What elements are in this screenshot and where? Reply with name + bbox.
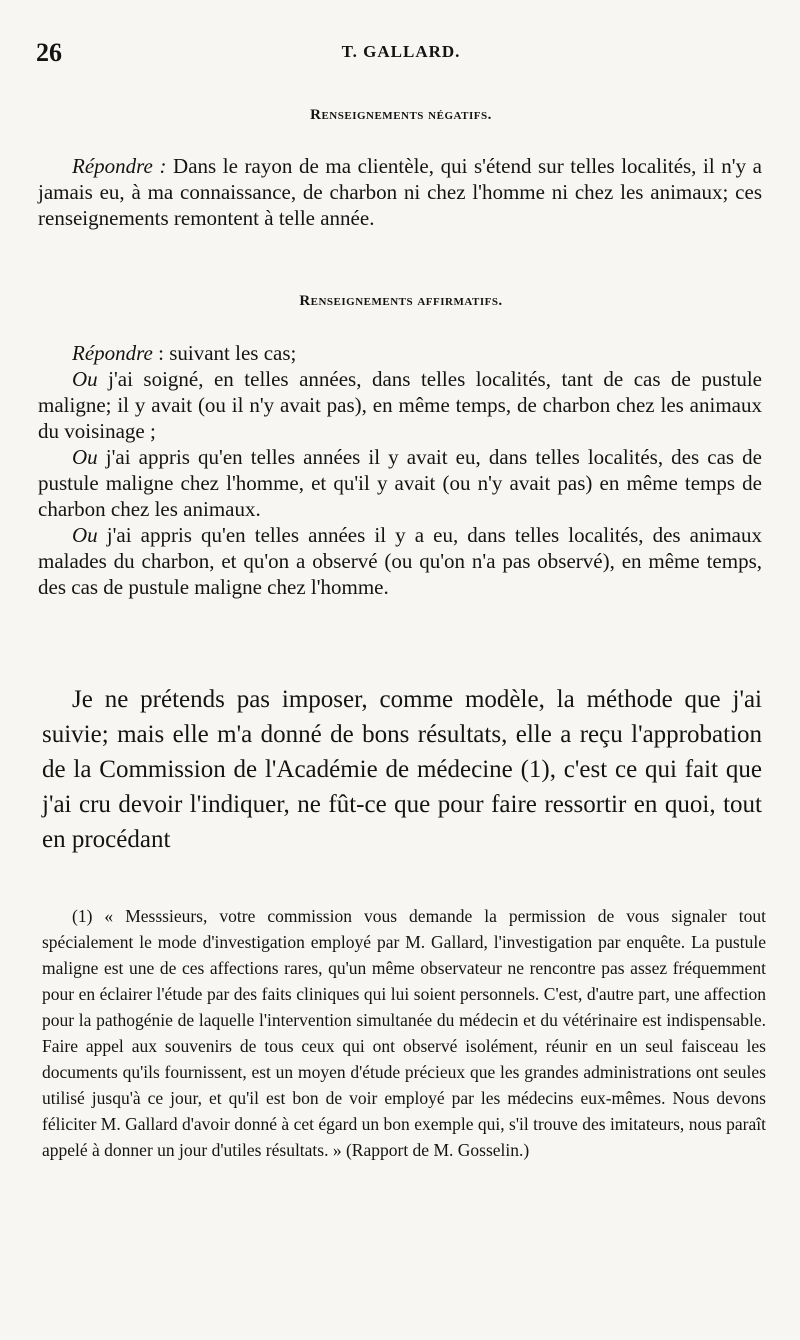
footnote-text: (1) « Messsieurs, votre commission vous demande la permission de vous signaler tout spécialement le mode d'investigation employé par M. Gallard, l'investigation par enquête. La pustule maligne est une de ces affections rares, qu'un même observateur ne rencontre pas assez fréquemment pour en éclairer l'étude par des faits cliniques qui lui soient personnels. C'est, d'autre part, une affection pour la pathogénie de laquelle l'intervention simultanée du médecin et du vétérinaire est indispensable. Faire appel aux souvenirs de tous ceux qui ont observé isolément, réunir en un seul faisceau les documents qu'ils fournissent, est un moyen d'étude précieux que les grandes administrations ont seules utilisé jusqu'à ce jour, et qu'il est bon de voir employé par les médecins eux-mêmes. Nous devons féliciter M. Gallard d'avoir donné à cet égard un bon exemple qui, s'il trouve des imitateurs, nous paraît appelé à donner un jour d'utiles résultats. » (Rapport de M. Gosselin.) — [42, 906, 766, 1160]
negatifs-block — [38, 153, 762, 231]
affirmatifs-paragraph-2 — [38, 366, 762, 444]
lead-word: Ou — [72, 523, 98, 547]
page-number: 26 — [36, 38, 62, 67]
paragraph-text: j'ai appris qu'en telles années il y avait eu, dans telles localités, des cas de pustule maligne chez l'homme, et qu'il y avait (ou n'y avait pas) en même temps de charbon chez les animaux. — [38, 445, 762, 521]
footnote — [42, 903, 766, 1163]
negatifs-paragraph — [38, 153, 762, 231]
section-title-negatifs: Renseignements négatifs. — [310, 107, 492, 123]
main-body — [42, 682, 762, 857]
lead-word: Répondre — [72, 341, 153, 365]
affirmatifs-paragraph-3 — [38, 444, 762, 522]
running-head: T. GALLARD. — [341, 42, 461, 61]
lead-word: Ou — [72, 445, 98, 469]
section-title-affirmatifs: Renseignements affirmatifs. — [299, 293, 503, 309]
affirmatifs-paragraph-1 — [38, 340, 762, 366]
paragraph-text: : suivant les cas; — [152, 341, 297, 365]
lead-word: Ou — [72, 367, 98, 391]
paragraph-text: Dans le rayon de ma clientèle, qui s'étend sur telles localités, il n'y a jamais eu, à ma connaissance, de charbon ni chez l'homme ni chez les animaux; ces renseignements remontent à telle année. — [38, 154, 762, 230]
page-header — [36, 36, 766, 66]
lead-word: Répondre : — [72, 154, 167, 178]
affirmatifs-block — [38, 340, 762, 600]
affirmatifs-paragraph-4 — [38, 522, 762, 600]
paragraph-text: j'ai appris qu'en telles années il y a eu, dans telles localités, des animaux malades du charbon, et qu'on a observé (ou qu'on n'a pas observé), en même temps, des cas de pustule maligne chez l'homme. — [38, 523, 762, 599]
paragraph-text: j'ai soigné, en telles années, dans telles localités, tant de cas de pustule maligne; il y avait (ou il n'y avait pas), en même temps, de charbon chez les animaux du voisinage ; — [38, 367, 762, 443]
body-paragraph: Je ne prétends pas imposer, comme modèle, la méthode que j'ai suivie; mais elle m'a donné de bons résultats, elle a reçu l'approbation de la Commission de l'Académie de médecine (1), c'est ce qui fait que j'ai cru devoir l'indiquer, ne fût-ce que pour faire ressortir en quoi, tout en procédant — [42, 686, 762, 853]
